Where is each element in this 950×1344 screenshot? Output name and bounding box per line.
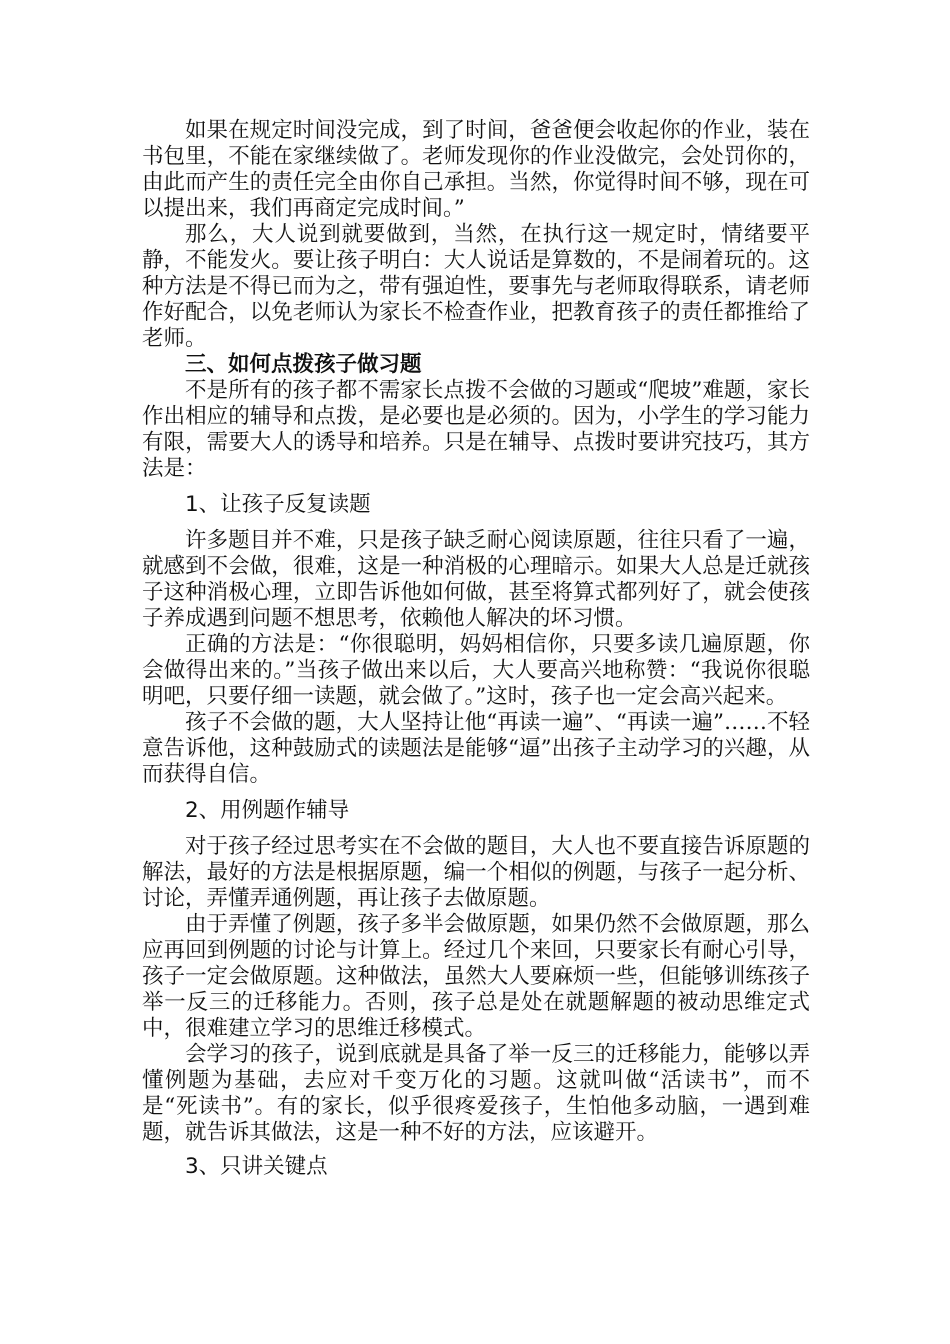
paragraph-read-question: 许多题目并不难，只是孩子缺乏耐心阅读原题，往往只看了一遍，就感到不会做，很难，这是一种消极的心理暗示。如果大人总是迁就孩子这种消极心理，立即告诉他如何做，甚至将算式都列好了，就会使孩子养成遇到问题不想思考，依赖他人解决的坏习惯。: [142, 528, 810, 631]
subheading-3: 3、只讲关键点: [185, 1154, 328, 1179]
paragraph-transfer-ability: 由于弄懂了例题，孩子多半会做原题，如果仍然不会做原题，那么应再回到例题的讨论与计算上。经过几个来回，只要家长有耐心引导，孩子一定会做原题。这种做法，虽然大人要麻烦一些，但能够训练孩子举一反三的迁移能力。否则，孩子总是处在就题解题的被动思维定式中，很难建立学习的思维迁移模式。: [142, 912, 810, 1041]
paragraph-correct-method: 正确的方法是：“你很聪明，妈妈相信你，只要多读几遍原题，你会做得出来的。”当孩子做出来以后，大人要高兴地称赞：“我说你很聪明吧，只要仔细一读题，就会做了。”这时，孩子也一定会高兴起来。: [142, 632, 810, 709]
paragraph-intro-guidance: 不是所有的孩子都不需家长点拨不会做的习题或“爬坡”难题，家长作出相应的辅导和点拨，是必要也是必须的。因为，小学生的学习能力有限，需要大人的诱导和培养。只是在辅导、点拨时要讲究技巧，其方法是：: [142, 378, 810, 481]
subheading-2: 2、用例题作辅导: [185, 798, 350, 823]
paragraph-active-reading: 会学习的孩子，说到底就是具备了举一反三的迁移能力，能够以弄懂例题为基础，去应对千变万化的习题。这就叫做“活读书”，而不是“死读书”。有的家长，似乎很疼爱孩子，生怕他多动脑，一遇到难题，就告诉其做法，这是一种不好的方法，应该避开。: [142, 1042, 810, 1145]
paragraph-example-problem: 对于孩子经过思考实在不会做的题目，大人也不要直接告诉原题的解法，最好的方法是根据原题，编一个相似的例题，与孩子一起分析、讨论，弄懂弄通例题，再让孩子去做原题。: [142, 834, 810, 911]
paragraph-read-again: 孩子不会做的题，大人坚持让他“再读一遍”、“再读一遍”……不轻意告诉他，这种鼓励式的读题法是能够“逼”出孩子主动学习的兴趣，从而获得自信。: [142, 710, 810, 787]
paragraph-keep-promise: 那么，大人说到就要做到，当然，在执行这一规定时，情绪要平静，不能发火。要让孩子明白：大人说话是算数的，不是闹着玩的。这种方法是不得已而为之，带有强迫性，要事先与老师取得联系，请老师作好配合，以免老师认为家长不检查作业，把教育孩子的责任都推给了老师。: [142, 222, 810, 351]
section-heading-3: 三、如何点拨孩子做习题: [185, 352, 422, 377]
subheading-1: 1、让孩子反复读题: [185, 492, 371, 517]
document-body: [142, 118, 810, 1188]
paragraph-homework-deadline: 如果在规定时间没完成，到了时间，爸爸便会收起你的作业，装在书包里，不能在家继续做了。老师发现你的作业没做完，会处罚你的，由此而产生的责任完全由你自己承担。当然，你觉得时间不够，现在可以提出来，我们再商定完成时间。”: [142, 118, 810, 221]
